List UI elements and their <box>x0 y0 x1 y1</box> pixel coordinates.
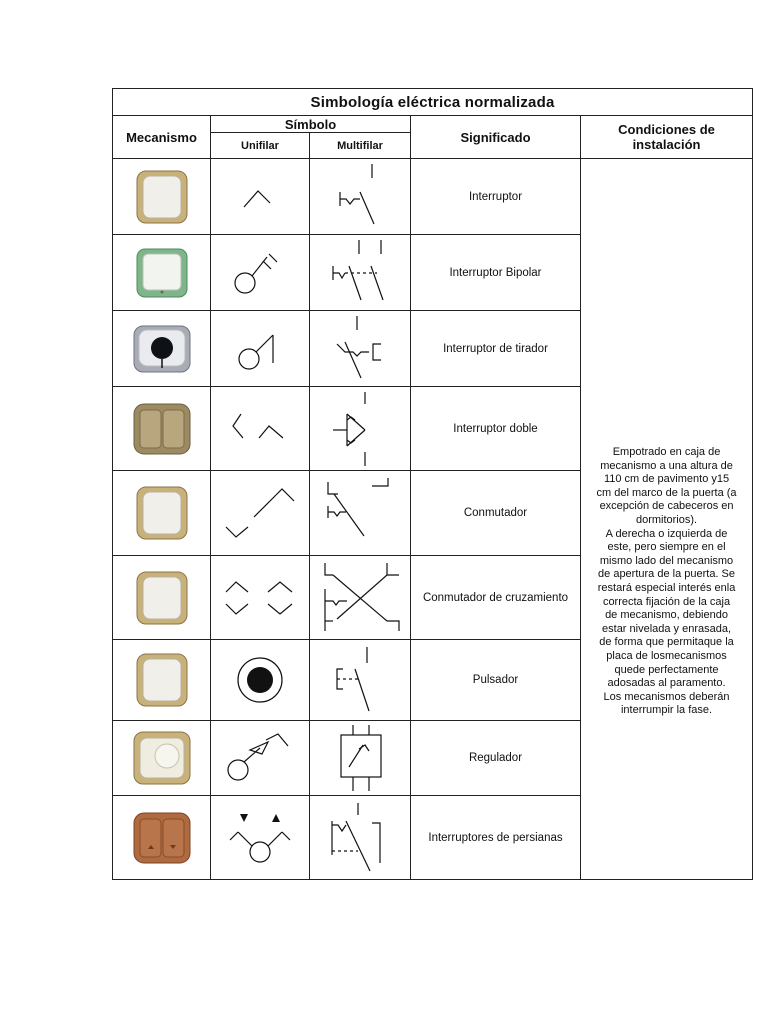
header-condiciones-line2: instalación <box>632 137 701 152</box>
unifilar-symbol <box>211 387 310 471</box>
header-unifilar: Unifilar <box>211 133 310 159</box>
cruzamiento-unifilar-icon <box>220 568 300 628</box>
multifilar-symbol <box>310 159 411 235</box>
mechanism-image <box>113 159 211 235</box>
unifilar-symbol <box>211 640 310 721</box>
multifilar-symbol <box>310 311 411 387</box>
persianas-unifilar-icon <box>220 806 300 870</box>
multifilar-symbol <box>310 721 411 796</box>
significado-cell: Interruptor doble <box>411 387 581 471</box>
symbology-table <box>112 88 753 880</box>
significado-cell: Interruptor de tirador <box>411 311 581 387</box>
interruptor-unifilar-icon <box>230 177 290 217</box>
switch-plate-icon <box>133 484 191 542</box>
significado-cell: Interruptores de persianas <box>411 796 581 880</box>
mechanism-image <box>113 721 211 796</box>
condiciones-cell <box>581 159 753 880</box>
multifilar-symbol <box>310 471 411 556</box>
multifilar-symbol <box>310 640 411 721</box>
interruptor-multifilar-icon <box>330 162 390 232</box>
table-row <box>113 159 753 235</box>
switch-plate-icon <box>133 569 191 627</box>
table-title: Simbología eléctrica normalizada <box>113 89 753 116</box>
header-multifilar: Multifilar <box>310 133 411 159</box>
unifilar-symbol <box>211 556 310 640</box>
multifilar-symbol <box>310 387 411 471</box>
significado-cell: Interruptor Bipolar <box>411 235 581 311</box>
tirador-unifilar-icon <box>225 319 295 379</box>
unifilar-symbol <box>211 235 310 311</box>
blind-switch-icon <box>131 807 193 869</box>
multifilar-symbol <box>310 235 411 311</box>
unifilar-symbol <box>211 796 310 880</box>
mechanism-image <box>113 235 211 311</box>
multifilar-symbol <box>310 796 411 880</box>
unifilar-symbol <box>211 721 310 796</box>
pull-switch-icon <box>131 320 193 378</box>
pulsador-unifilar-icon <box>230 650 290 710</box>
mechanism-image <box>113 796 211 880</box>
unifilar-symbol <box>211 159 310 235</box>
switch-plate-icon <box>133 244 191 302</box>
header-significado: Significado <box>411 116 581 159</box>
significado-cell: Pulsador <box>411 640 581 721</box>
mechanism-image <box>113 387 211 471</box>
mechanism-image <box>113 556 211 640</box>
conmutador-unifilar-icon <box>220 481 300 545</box>
double-switch-icon <box>131 398 193 460</box>
unifilar-symbol <box>211 311 310 387</box>
significado-cell: Interruptor <box>411 159 581 235</box>
header-mecanismo: Mecanismo <box>113 116 211 159</box>
significado-cell: Conmutador <box>411 471 581 556</box>
significado-cell: Regulador <box>411 721 581 796</box>
conmutador-multifilar-icon <box>320 476 400 550</box>
dimmer-icon <box>131 729 193 787</box>
bipolar-unifilar-icon <box>225 243 295 303</box>
tirador-multifilar-icon <box>325 314 395 384</box>
header-simbolo: Símbolo <box>211 116 411 133</box>
regulador-unifilar-icon <box>222 728 298 788</box>
header-condiciones-line1: Condiciones de <box>618 122 715 137</box>
pulsador-multifilar-icon <box>325 645 395 715</box>
cruzamiento-multifilar-icon <box>317 561 403 635</box>
unifilar-symbol <box>211 471 310 556</box>
doble-multifilar-icon <box>325 390 395 468</box>
significado-cell: Conmutador de cruzamiento <box>411 556 581 640</box>
bipolar-multifilar-icon <box>325 238 395 308</box>
switch-plate-icon <box>133 651 191 709</box>
doble-unifilar-icon <box>225 404 295 454</box>
switch-plate-icon <box>133 168 191 226</box>
mechanism-image <box>113 640 211 721</box>
header-condiciones <box>581 116 753 159</box>
regulador-multifilar-icon <box>325 723 395 793</box>
mechanism-image <box>113 471 211 556</box>
mechanism-image <box>113 311 211 387</box>
persianas-multifilar-icon <box>322 801 398 875</box>
condiciones-text: Empotrado en caja de mecanismo a una altura de 110 cm de pavimento y15 cm del marco de la puerta (a excepción de cabeceros en dormitorios). A derecha o izquierda de este, pero siempre en el mismo lado del mecanismo de apertura de la puerta. Se restará especial interés enla correcta fijación de la caja de mecanismo, debiendo estar nivelada y enrasada, de forma que permitaque la placa de losmecanismos quede perfectamente adosadas al paramento. Los mecanismos deberán interrumpir la fase. <box>596 446 737 717</box>
multifilar-symbol <box>310 556 411 640</box>
